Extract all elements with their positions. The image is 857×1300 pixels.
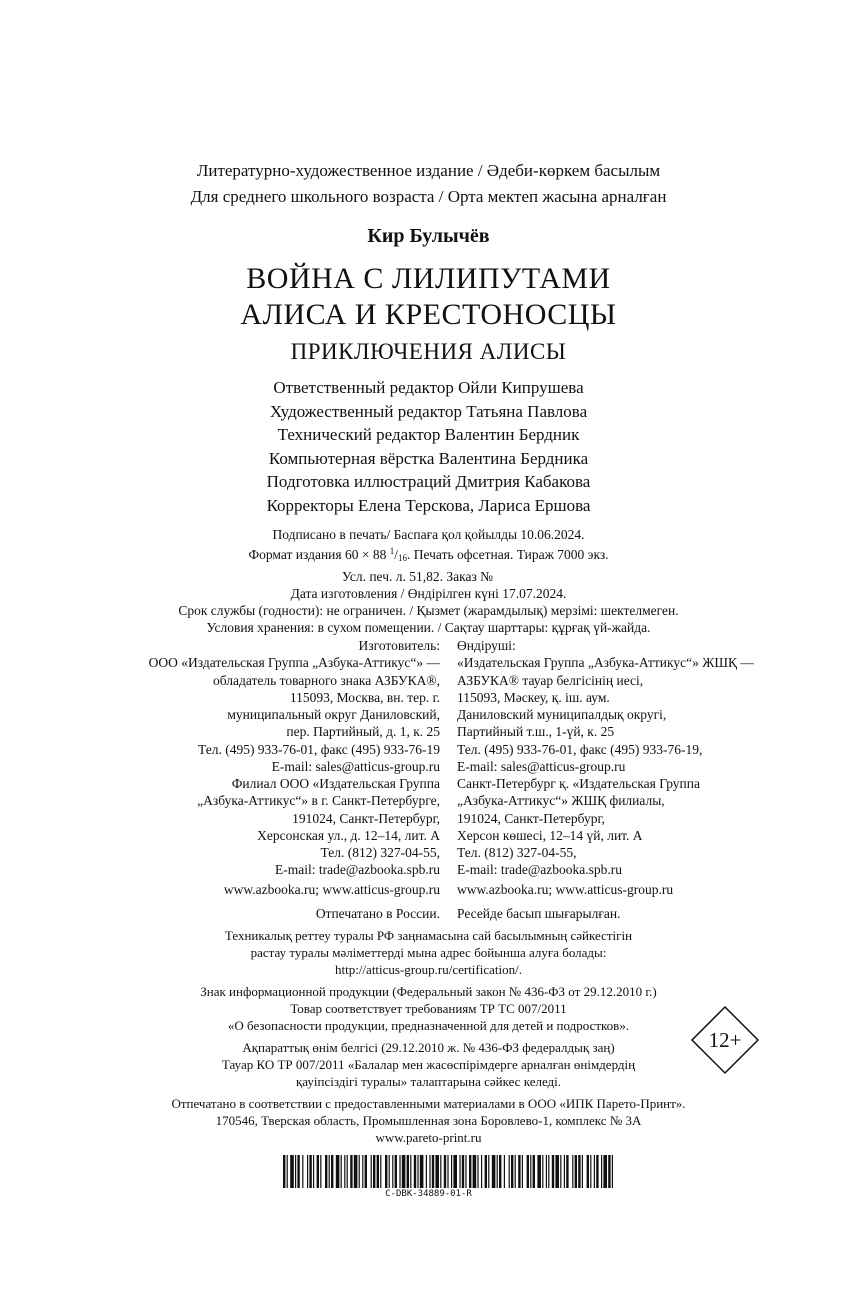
barcode-bar [564,1155,565,1188]
barcode-bar [371,1155,372,1188]
barcode-bar [389,1155,390,1188]
barcode-bar [542,1155,543,1188]
manufacture-date: Дата изготовления / Өндірілген күні 17.07.2024. [290,585,567,601]
barcode-bar [533,1155,535,1188]
barcode-bar [295,1155,296,1188]
barcode-bar [572,1155,573,1188]
barcode-bar [587,1155,589,1188]
barcode-bar [362,1155,363,1188]
barcode-bar [447,1155,448,1188]
credit-line: Подготовка иллюстраций Дмитрия Кабакова [266,472,591,491]
format-slash: / [394,547,398,563]
barcode-bar [329,1155,330,1188]
book-title-2: АЛИСА И КРЕСТОНОСЦЫ [240,298,617,331]
genre-line: Литературно-художественное издание / Әдеби-көркем басылым [196,161,661,180]
barcode-bar [414,1155,416,1188]
barcode-bar [590,1155,591,1188]
print-details [0,526,857,637]
barcode-bar [522,1155,523,1188]
barcode-bar [402,1155,406,1188]
barcode-number: C-DBK-34889-01-R [385,1189,472,1199]
barcode-bar [555,1155,559,1188]
author-name: Кир Булычёв [367,225,490,247]
printer-website[interactable]: www.pareto-print.ru [375,1130,482,1145]
credit-line: Технический редактор Валентин Бердник [277,425,580,444]
barcode-bar [465,1155,466,1188]
barcode-bar [530,1155,531,1188]
barcode-bar [578,1155,580,1188]
format-text: Формат издания 60 × 88 [248,547,390,563]
printed-in-ru: Отпечатано в России. [315,906,440,921]
barcode-bar [354,1155,358,1188]
barcode-bar [380,1155,381,1188]
barcode-bar [420,1155,424,1188]
manufacturer-kz: Өндіруші: «Издательская Группа „Азбука-Аттикус“» ЖШҚ — АЗБУКА® тауар белгісінің иесі, 115093, Мәскеу, қ. іш. аум. Даниловский муниципалдық округі, Партийный т.ш., 1-үй, к. 25 Тел. (495) 933-76-01, факс (495) 933-76-19, E-mail: sales@atticus-group.ru [457,638,754,775]
barcode-bar [309,1155,311,1188]
barcode-bar [325,1155,327,1188]
barcode-bar [350,1155,352,1188]
barcode-bar [283,1155,285,1188]
manufacturer-ru: Изготовитель: ООО «Издательская Группа „Азбука-Аттикус“» — обладатель товарного знака АЗБУКА®, 115093, Москва, вн. тер. г. муниципальный округ Даниловский, пер. Партийный, д. 1, к. 25 Тел. (495) 933-76-01, факс (495) 933-76-19 E-mail: sales@atticus-group.ru [148,638,440,775]
barcode-bar [477,1155,478,1188]
barcode-bar [608,1155,610,1188]
barcode-bar [365,1155,367,1188]
branch-kz: Санкт-Петербург қ. «Издательская Группа „Азбука-Аттикус“» ЖШҚ филиалы, 191024, Санкт-Петербург, Херсон көшесі, 12–14 үй, лит. А Тел. (812) 327-04-55, E-mail: trade@azbooka.spb.ru [457,776,700,878]
product-sign-kz: Ақпараттық өнім белгісі (29.12.2010 ж. № 436-ФЗ федералдық заң) Тауар КО ТР 007/2011 «Балалар мен жасөспірімдерге арналған өнімдердің қауіпсіздігі туралы» талаптарына сәйкес келеді. [221,1040,636,1089]
barcode-bar [462,1155,464,1188]
printer-block: Отпечатано в соответствии с предоставленными материалами в ООО «ИПК Парето-Принт». 170546, Тверская область, Промышленная зона Боровлево-1, комплекс № 3А www.pareto-print.ru [0,1095,857,1146]
barcode-bar [582,1155,583,1188]
certification-block: Техникалық реттеу туралы РФ заңнамасына сай басылымның сәйкестігін растау туралы мәліметтерді мына адрес бойынша алуға болады: http://atticus-group.ru/certification/. [0,927,857,978]
barcode-bar [373,1155,375,1188]
branch-ru: Филиал ООО «Издательская Группа „Азбука-Аттикус“» в г. Санкт-Петербурге, 191024, Санкт-Петербург, Херсонская ул., д. 12–14, лит. А Тел. (812) 327-04-55, E-mail: trade@azbooka.spb.ru [197,776,440,878]
product-sign-ru: Знак информационной продукции (Федеральный закон № 436-ФЗ от 29.12.2010 г.) Товар соответствует требованиям ТР ТС 007/2011 «О безопасности продукции, предназначенной для детей и подростков». [200,984,657,1033]
barcode-bar [485,1155,487,1188]
age-rating-badge [690,1005,760,1075]
barcode-bar [499,1155,501,1188]
barcode-bar [313,1155,314,1188]
barcode-bar [552,1155,554,1188]
barcode-bar [336,1155,340,1188]
barcode-bar [444,1155,446,1188]
service-life: Срок службы (годности): не ограничен. / Қызмет (жарамдылық) мерзімі: шектелмеген. [178,603,679,619]
barcode-bar [331,1155,333,1188]
certification-link[interactable]: http://atticus-group.ru/certification/. [334,962,522,977]
format-numerator: 1 [389,546,395,557]
barcode-bar [481,1155,482,1188]
format-rest: . Печать офсетная. Тираж 7000 экз. [406,547,609,563]
series-title: ПРИКЛЮЧЕНИЯ АЛИСЫ [290,339,567,364]
barcode-bar [287,1155,288,1188]
barcode-bar [432,1155,434,1188]
barcode-bar [359,1155,360,1188]
barcode-bar [548,1155,549,1188]
barcode-bar [320,1155,321,1188]
barcode-bar [317,1155,319,1188]
barcode-bar [560,1155,561,1188]
barcode-bar [399,1155,400,1188]
format-denominator: 16 [397,553,407,564]
barcode-bar [417,1155,418,1188]
credit-line: Корректоры Елена Терскова, Лариса Ершова [266,495,591,515]
format-line [0,543,857,567]
barcode-bar [392,1155,393,1188]
barcode-bar [341,1155,342,1188]
barcode-bar [492,1155,496,1188]
barcode-bar [601,1155,602,1188]
age-group-line: Для среднего школьного возраста / Орта мектеп жасына арналған [190,187,667,206]
barcode-bar [515,1155,516,1188]
barcode-bar [469,1155,471,1188]
signed-date: Подписано в печать/ Баспаға қол қойылды 10.06.2024. [272,527,585,542]
barcode [283,1155,613,1188]
printed-in-kz: Ресейде басып шығарылған. [457,906,621,921]
barcode-bar [518,1155,520,1188]
barcode-bar [410,1155,411,1188]
barcode-bar [488,1155,489,1188]
barcode-bar [302,1155,303,1188]
barcode-bar [407,1155,409,1188]
storage-conditions: Условия хранения: в сухом помещении. / Сақтау шарттары: құрғақ үй-жайда. [206,620,651,636]
website-link-ru[interactable]: www.azbooka.ru; www.atticus-group.ru [223,882,440,897]
barcode-bar [435,1155,439,1188]
credits-list [0,376,857,517]
website-link-kz[interactable]: www.azbooka.ru; www.atticus-group.ru [457,882,674,897]
barcode-bar [297,1155,299,1188]
genre-block [0,158,857,210]
barcode-bar [575,1155,577,1188]
barcode-bar [509,1155,510,1188]
age-rating-text: 12+ [708,1028,742,1052]
barcode-bar [451,1155,452,1188]
barcode-bar [385,1155,387,1188]
barcode-bar [546,1155,547,1188]
barcode-bar [473,1155,477,1188]
barcode-bar [307,1155,308,1188]
barcode-bar [594,1155,595,1188]
barcode-bar [377,1155,379,1188]
sheets-order-line: Усл. печ. л. 51,82. Заказ № [341,568,494,584]
barcode-bar [459,1155,460,1188]
barcode-bar [612,1155,613,1188]
barcode-bar [290,1155,294,1188]
barcode-bar [603,1155,607,1188]
barcode-bar [511,1155,513,1188]
book-title-1: ВОЙНА С ЛИЛИПУТАМИ [246,262,611,295]
barcode-bar [426,1155,427,1188]
barcode-bar [527,1155,529,1188]
barcode-bar [453,1155,457,1188]
barcode-bar [504,1155,505,1188]
barcode-bar [440,1155,441,1188]
barcode-bar [429,1155,430,1188]
barcode-bar [497,1155,498,1188]
barcode-bar [596,1155,598,1188]
barcode-bar [537,1155,541,1188]
barcode-bar [566,1155,568,1188]
barcode-bar [395,1155,397,1188]
barcode-bar [347,1155,348,1188]
credit-line: Художественный редактор Татьяна Павлова [269,401,588,421]
credit-line: Ответственный редактор Ойли Кипрушева [273,378,584,397]
credit-line: Компьютерная вёрстка Валентина Бердника [268,448,589,468]
barcode-bar [344,1155,345,1188]
